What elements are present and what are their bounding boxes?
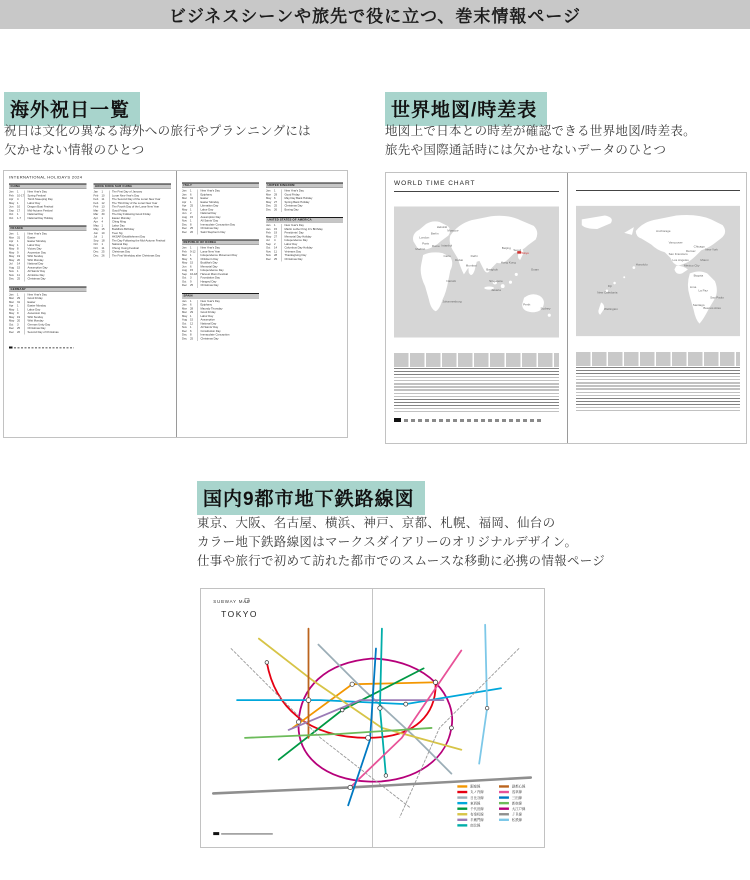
time-table-west-rows: [576, 367, 740, 413]
holiday-row: Aug 15 Independence Day: [182, 269, 259, 273]
country-header: ITALY: [182, 183, 259, 189]
holiday-row: May 1 Labor Day: [182, 315, 259, 319]
city-label: Santiago: [692, 303, 705, 308]
legend-label: 副都心線: [511, 784, 526, 789]
holiday-row: Dec 26 Second Day of Christmas: [9, 331, 87, 335]
holidays-desc-line2: 欠かせない情報のひとつ: [4, 143, 145, 157]
city-label: Berlin: [430, 231, 439, 236]
holiday-row: Feb 10-17 Spring Festival: [9, 194, 87, 198]
country-header: UNITED STATES OF AMERICA: [266, 217, 343, 223]
holiday-row: Jan 1 The First Day of January: [94, 191, 172, 195]
subway-desc-line3: 仕事や旅行で初めて訪れた都市でのスムースな移動に必携の情報ページ: [197, 554, 606, 568]
legend-label: 有楽町線: [470, 812, 484, 817]
city-label: Sao Paulo: [710, 295, 724, 300]
city-label: Hong Kong: [500, 260, 516, 265]
footnote-chip: [394, 418, 401, 422]
city-label: Cairo: [443, 253, 451, 258]
holiday-row: May 1 Labor Day: [9, 308, 87, 312]
holiday-row: Nov 11 Veterans Day: [266, 250, 343, 254]
holiday-country-section: [182, 240, 259, 288]
worldmap-page-title: WORLD TIME CHART: [394, 180, 559, 192]
holiday-row: Sep 16-18 Harvest Moon Festival: [182, 273, 259, 277]
city-label: Mexico City: [684, 263, 700, 268]
legend-label: 半蔵門線: [470, 818, 484, 823]
worldmap-spread-image: [385, 172, 747, 444]
subway-map-image: [200, 588, 545, 848]
holiday-row: Oct 1 National Day: [9, 213, 87, 217]
city-label: Lima: [689, 284, 697, 289]
holiday-row: Jan 6 Epiphany: [182, 304, 259, 308]
holiday-country-section: [266, 217, 343, 262]
holiday-row: Jan 1 New Year's Day: [266, 190, 343, 194]
country-header: HONG KONG SAR CHINA: [94, 184, 172, 190]
holiday-row: Dec 25 Christmas Day: [9, 327, 87, 331]
tokyo-subway-map: [201, 589, 544, 847]
city-label: Delhi: [470, 253, 478, 258]
country-header: SPAIN: [182, 293, 259, 299]
holiday-row: Oct 3 Foundation Day: [182, 277, 259, 281]
holiday-country-section: [9, 286, 87, 334]
city-label: Vancouver: [668, 240, 683, 245]
banner-text: ビジネスシーンや旅先で役に立つ、巻末情報ページ: [168, 7, 582, 26]
holiday-row: May 20 Whit Monday: [9, 259, 87, 263]
holiday-row: Apr 4 Tomb Sweeping Day: [9, 198, 87, 202]
city-label: Anchorage: [656, 228, 671, 233]
holiday-row: Mar 29 Good Friday: [94, 209, 172, 213]
svg-text:SUBWAY MAP: SUBWAY MAP: [213, 598, 251, 604]
country-header: FRANCE: [9, 226, 87, 232]
page-banner: [0, 0, 750, 29]
holiday-row: Dec 8 Immaculate Conception Day: [182, 223, 259, 227]
worldmap-desc-line1: 地図上で日本との時差が確認できる世界地図/時差表。: [385, 124, 696, 138]
footnote-text-strip: [404, 419, 544, 422]
holiday-row: Mar 30 The Day Following Good Friday: [94, 213, 172, 217]
holiday-row: Jun 10 Dragon Boat Festival: [9, 206, 87, 210]
holiday-row: Jun 2 National Day: [182, 212, 259, 216]
holiday-row: Jan 1 New Year's Day: [9, 293, 87, 297]
holiday-row: May 15 Buddha's Birthday: [94, 228, 172, 232]
holiday-row: Dec 25 Christmas Day: [182, 284, 259, 288]
city-label: Helsinki: [436, 224, 448, 229]
holiday-row: Jan 1 New Year's Day: [9, 191, 87, 195]
holiday-row: Mar 31 Easter: [9, 301, 87, 305]
holiday-row: Mar 29 Good Friday: [9, 297, 87, 301]
holiday-row: Dec 25 Christmas Day: [94, 251, 172, 255]
country-header: UNITED KINGDOM: [266, 183, 343, 189]
holiday-row: Dec 25 Christmas Day: [266, 205, 343, 209]
subway-section-title: 国内9都市地下鉄路線図: [197, 481, 425, 515]
holidays-left-page: [4, 171, 176, 437]
holiday-row: Mar 29 Good Friday: [266, 193, 343, 197]
holiday-row: Jan 1 New Year's Day: [182, 247, 259, 251]
holiday-row: Jan 1 New Year's Day: [266, 224, 343, 228]
holiday-row: May 1 Labor Day: [9, 202, 87, 206]
city-label: Bangkok: [486, 267, 498, 272]
holiday-row: Nov 1 All Saints' Day: [182, 220, 259, 224]
holiday-row: Dec 26 Saint Stephen's Day: [182, 231, 259, 235]
holiday-row: Apr 1 Easter Monday: [94, 217, 172, 221]
city-label: Miami: [700, 257, 709, 262]
holiday-row: Feb 11 The Second Day of the Lunar New Year: [94, 198, 172, 202]
holiday-row: Mar 28 Maundy Thursday: [182, 307, 259, 311]
holiday-row: May 19 Whit Sunday: [9, 316, 87, 320]
holiday-row: Oct 12 National Day: [182, 322, 259, 326]
time-table-east: [394, 353, 559, 414]
holiday-row: Apr 1 Easter Monday: [9, 240, 87, 244]
country-header: REPUBLIC OF KOREA: [182, 240, 259, 246]
holiday-row: Aug 15 Assumption Day: [9, 266, 87, 270]
holiday-row: Mar 31 Easter: [182, 197, 259, 201]
city-label: Singapore: [489, 279, 503, 284]
subway-desc-line2: カラー地下鉄路線図はマークスダイアリーのオリジナルデザイン。: [197, 535, 578, 549]
holiday-row: Dec 26 The First Weekday after Christmas Day: [94, 254, 172, 258]
city-label: Los Angeles: [672, 257, 689, 262]
city-label: Buenos Aires: [703, 306, 721, 311]
city-label: Bogota: [693, 273, 704, 278]
holiday-country-section: [182, 293, 259, 341]
holiday-country-section: [9, 226, 87, 282]
holiday-row: Jul 4 Independence Day: [266, 239, 343, 243]
holiday-row: May 1 Labor Day: [9, 244, 87, 248]
city-label: London: [419, 235, 430, 240]
footnote-chip: [9, 347, 13, 349]
worldmap-desc-line2: 旅先や国際通話時には欠かせないデータのひとつ: [385, 143, 667, 157]
holiday-row: Sep 2 Labor Day: [266, 243, 343, 247]
country-header: GERMANY: [9, 286, 87, 292]
holidays-right-page: [177, 171, 348, 437]
city-label: Johannesburg: [442, 299, 462, 304]
city-label: New York: [705, 247, 718, 252]
legend-label: 私鉄線: [511, 818, 522, 823]
city-label: Seoul: [513, 248, 522, 253]
holiday-row: Dec 25 Christmas Day: [182, 227, 259, 231]
holiday-row: Dec 8 Immaculate Conception: [182, 334, 259, 338]
holiday-row: Apr 4 Ching Ming: [94, 221, 172, 225]
world-map-west: [576, 196, 740, 346]
holiday-row: May 15 Buddha's Day: [182, 262, 259, 266]
legend-label: 東西線: [470, 801, 481, 806]
time-table-west-header: [576, 352, 740, 366]
holiday-row: Nov 11 Armistice Day: [9, 274, 87, 278]
city-label: Guam: [530, 267, 540, 272]
holiday-row: Dec 25 Christmas Day: [9, 278, 87, 282]
worldmap-left-page: [386, 173, 567, 445]
holiday-row: May 27 Spring Bank Holiday: [266, 201, 343, 205]
legend-label: ＪＲ線: [511, 812, 522, 817]
holidays-spread-image: [3, 170, 348, 438]
holiday-row: Oct 3 German Unity Day: [9, 323, 87, 327]
city-label: Beijing: [501, 246, 511, 251]
holiday-row: Mar 1 Independence Movement Day: [182, 254, 259, 258]
city-label: Tokyo: [521, 251, 529, 256]
city-label: Sydney: [540, 306, 551, 311]
worldmap-section-title: 世界地図/時差表: [385, 92, 547, 126]
holiday-row: May 6 May Day Bank Holiday: [266, 197, 343, 201]
city-label: Wellington: [603, 307, 618, 312]
holiday-row: Apr 1 Easter Monday: [9, 305, 87, 309]
city-label: Honolulu: [635, 262, 648, 267]
city-label: Rome: [431, 244, 440, 249]
city-label: Moscow: [447, 228, 459, 233]
world-map-east: [394, 197, 559, 347]
holiday-row: Nov 1 All Saints' Day: [182, 326, 259, 330]
holidays-footnote: [9, 347, 171, 349]
holiday-row: May 1 Labor Day: [182, 208, 259, 212]
city-label: Denver: [685, 249, 696, 254]
legend-label: 丸ノ内線: [470, 790, 484, 795]
holiday-row: Dec 25 Christmas Day: [182, 337, 259, 341]
holiday-row: Sep 17 Mid-Autumn Festival: [9, 209, 87, 213]
holiday-row: Oct 1 National Day: [94, 243, 172, 247]
holiday-row: Feb 9-12 Lunar New Year: [182, 250, 259, 254]
holiday-row: Feb 10 Lunar New Year's Day: [94, 194, 172, 198]
city-label: New Caledonia: [597, 290, 618, 295]
holiday-country-section: [266, 183, 343, 213]
holiday-row: Aug 15 Assumption: [182, 319, 259, 323]
holiday-row: Dec 25 Christmas Day: [266, 258, 343, 262]
country-header: CHINA: [9, 184, 87, 190]
footnote-text-strip: [14, 347, 74, 349]
city-label: San Francisco: [668, 252, 688, 257]
holiday-row: Feb 13 The Fourth Day of the Lunar New Year: [94, 206, 172, 210]
holiday-row: May 19 Whit Sunday: [9, 255, 87, 259]
holiday-row: Jun 10 Tuen Ng: [94, 232, 172, 236]
holiday-row: Dec 26 Boxing Day: [266, 208, 343, 212]
holiday-row: Apr 1 Easter Monday: [182, 201, 259, 205]
holiday-row: Apr 25 Liberation Day: [182, 205, 259, 209]
worldmap-footnote: [394, 418, 559, 422]
holidays-page-title: INTERNATIONAL HOLIDAYS 2024: [9, 175, 83, 180]
holiday-row: Jun 6 Memorial Day: [182, 265, 259, 269]
holiday-row: Oct 14 Columbus Day Holiday: [266, 247, 343, 251]
svg-text:TOKYO: TOKYO: [221, 608, 258, 619]
holiday-row: Jan 1 New Year's Day: [182, 300, 259, 304]
subway-description: [197, 514, 605, 571]
holiday-row: May 8 Victory Day: [9, 248, 87, 252]
holiday-row: Nov 1 All Saints' Day: [9, 270, 87, 274]
holiday-row: Oct 1-7 National Day Holiday: [9, 217, 87, 221]
holiday-row: Mar 29 Good Friday: [182, 311, 259, 315]
holiday-row: Jan 1 New Year's Day: [182, 190, 259, 194]
holiday-country-section: [94, 184, 172, 259]
legend-label: 大江戸線: [511, 806, 526, 811]
holiday-country-section: [182, 183, 259, 235]
holiday-row: Jan 15 Martin Luther King Jr's Birthday: [266, 228, 343, 232]
worldmap-description: [385, 122, 696, 160]
holiday-row: May 9 Ascension Day: [9, 251, 87, 255]
holiday-row: Nov 28 Thanksgiving Day: [266, 254, 343, 258]
holiday-row: May 27 Memorial Day Holiday: [266, 235, 343, 239]
holiday-row: Dec 6 Constitution Day: [182, 330, 259, 334]
holiday-row: Oct 11 Chung Yeung Festival: [94, 247, 172, 251]
city-label: Mumbai: [465, 263, 477, 268]
time-table-west: [576, 352, 740, 413]
holiday-country-section: [9, 184, 87, 221]
city-label: La Paz: [698, 288, 708, 293]
holiday-row: Oct 9 Hangeul Day: [182, 280, 259, 284]
holiday-row: Jul 14 National Day: [9, 263, 87, 267]
holidays-description: [4, 122, 311, 160]
city-label: Fiji: [607, 283, 612, 288]
subway-desc-line1: 東京、大阪、名古屋、横浜、神戸、京都、札幌、福岡、仙台の: [197, 516, 556, 530]
holiday-row: Sep 18 The Day Following the Mid-Autumn Festival: [94, 239, 172, 243]
legend-label: 日比谷線: [470, 795, 484, 800]
legend-label: 南北線: [470, 823, 481, 828]
city-label: Madrid: [415, 247, 425, 252]
holiday-row: May 5 Children's Day: [182, 258, 259, 262]
city-label: Dubai: [455, 257, 463, 262]
holiday-row: May 1 Labor Day: [94, 224, 172, 228]
legend-label: 新宿線: [511, 801, 522, 806]
city-label: Paris: [422, 241, 429, 246]
city-label: Jakarta: [491, 287, 501, 292]
city-label: Istanbul: [441, 243, 453, 248]
holiday-row: Jan 6 Epiphany: [182, 193, 259, 197]
worldmap-right-page: [568, 173, 748, 445]
holiday-row: Jan 1 New Year's Day: [9, 233, 87, 237]
time-table-east-rows: [394, 368, 559, 414]
city-label: Nairobi: [446, 279, 456, 284]
holiday-row: May 9 Ascension Day: [9, 312, 87, 316]
legend-label: 千代田線: [470, 806, 484, 811]
holidays-section-title: 海外祝日一覧: [4, 92, 140, 126]
holiday-row: Aug 15 Assumption Day: [182, 216, 259, 220]
holiday-row: May 20 Whit Monday: [9, 320, 87, 324]
holiday-row: Feb 12 The Third Day of the Lunar New Year: [94, 202, 172, 206]
city-label: Chicago: [693, 244, 705, 249]
holiday-row: Feb 19 Presidents' Day: [266, 232, 343, 236]
legend-label: 銀座線: [470, 784, 481, 789]
time-table-east-header: [394, 353, 559, 367]
holiday-row: Mar 31 Easter: [9, 236, 87, 240]
city-label: Perth: [523, 302, 531, 307]
legend-label: 浅草線: [511, 790, 522, 795]
legend-label: 三田線: [511, 795, 522, 800]
holidays-desc-line1: 祝日は文化の異なる海外への旅行やプランニングには: [4, 124, 311, 138]
holiday-row: Jul 1 HKSAR Establishment Day: [94, 236, 172, 240]
